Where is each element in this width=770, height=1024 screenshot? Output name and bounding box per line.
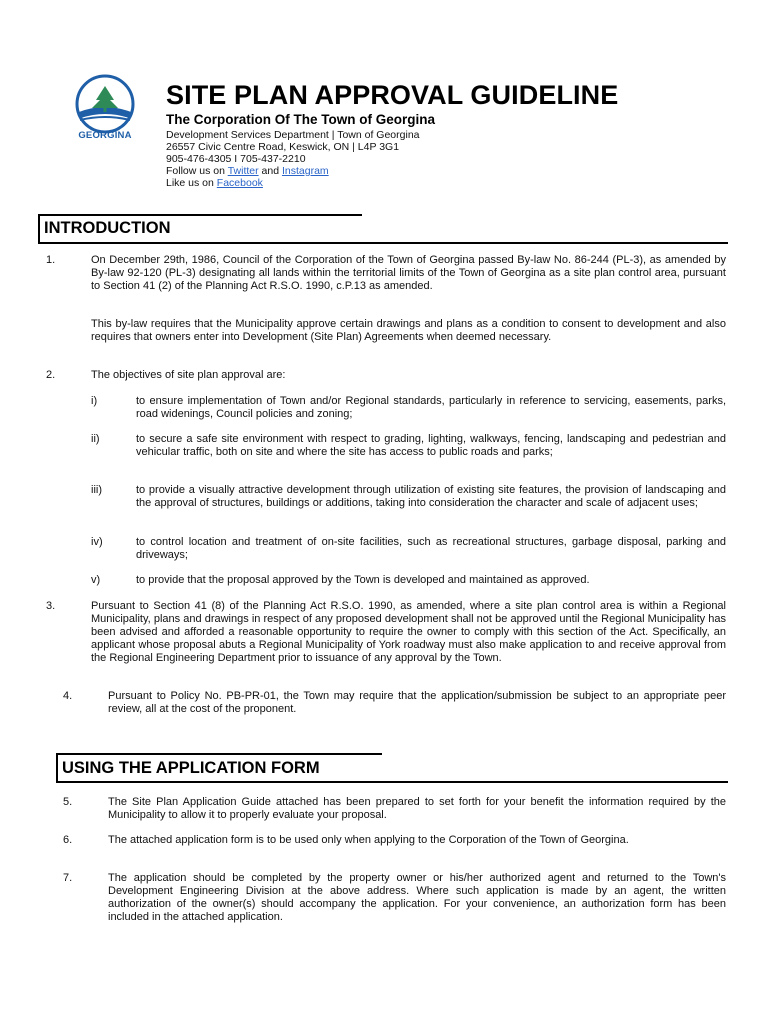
item-number: 1. <box>46 254 56 266</box>
objective-text: to ensure implementation of Town and/or Regional standards, particularly in reference to servicing, easements, parks, road widenings, Council policies and zoning; <box>136 395 726 420</box>
facebook-link[interactable]: Facebook <box>216 177 263 189</box>
like-line <box>166 177 420 189</box>
instagram-link[interactable]: Instagram <box>281 165 329 177</box>
form-left-rule <box>56 753 58 781</box>
paragraph-1: On December 29th, 1986, Council of the Corporation of the Town of Georgina passed By-law No. 86-244 (PL-3), as amended by By-law 92-120 (PL-3) designating all lands within the territorial limits of the Town of Georgina as a site plan control area, pursuant to Section 41 (2) of the Planning Act R.S.O. 1990, c.P.13 as amended. <box>91 254 726 292</box>
item-number: 3. <box>46 600 56 612</box>
item-number: 4. <box>63 690 73 702</box>
form-heading: USING THE APPLICATION FORM <box>62 759 320 777</box>
paragraph-1b: This by-law requires that the Municipality approve certain drawings and plans as a condition to consent to development and also requires that owners enter into Development (Site Plan) Agreements when deemed necessary. <box>91 318 726 343</box>
item-number: 6. <box>63 834 73 846</box>
objective-number: iv) <box>91 536 103 548</box>
follow-line <box>166 165 420 177</box>
item-number: 2. <box>46 369 56 381</box>
phone-line: 905-476-4305 I 705-437-2210 <box>166 153 306 165</box>
like-prefix: Like us on <box>166 177 217 189</box>
objective-text: to provide that the proposal approved by the Town is developed and maintained as approved. <box>136 574 590 586</box>
page-title: SITE PLAN APPROVAL GUIDELINE <box>166 80 619 110</box>
paragraph-3: Pursuant to Section 41 (8) of the Planning Act R.S.O. 1990, as amended, where a site plan control area is within a Regional Municipality, plans and drawings in respect of any proposed development shall not be approved until the Regional Municipality has been advised and afforded a reasonable opportunity to require the owner to comply with this section of the Act. Specifically, an applicant whose proposal abuts a Regional Municipality of York roadway must also make application to and receive approval from the Regional Engineering Department prior to issuance of any approval by the Town. <box>91 600 726 664</box>
intro-top-rule <box>38 214 362 216</box>
paragraph-2: The objectives of site plan approval are: <box>91 369 286 381</box>
address-line: 26557 Civic Centre Road, Keswick, ON | L4P 3G1 <box>166 141 400 153</box>
intro-heading: INTRODUCTION <box>44 219 171 237</box>
objective-text: to provide a visually attractive development through utilization of existing site features, the provision of landscaping and the approval of structures, buildings or additions, taking into consideration the character and scale of adjacent uses; <box>136 484 726 509</box>
item-number: 5. <box>63 796 73 808</box>
intro-left-rule <box>38 214 40 242</box>
objective-number: ii) <box>91 433 100 445</box>
item-number: 7. <box>63 872 73 884</box>
objective-text: to secure a safe site environment with respect to grading, lighting, walkways, fencing, landscaping and pedestrian and vehicular traffic, both on site and where the site has access to public roads and parks; <box>136 433 726 458</box>
twitter-link[interactable]: Twitter <box>227 165 259 177</box>
follow-prefix: Follow us on <box>166 165 228 177</box>
form-top-rule <box>56 753 382 755</box>
form-bottom-rule <box>56 781 728 783</box>
page-subtitle: The Corporation Of The Town of Georgina <box>166 112 435 127</box>
paragraph-4: Pursuant to Policy No. PB-PR-01, the Town may require that the application/submission be subject to an appropriate peer review, all at the cost of the proponent. <box>108 690 726 715</box>
follow-and: and <box>258 165 282 177</box>
paragraph-7: The application should be completed by the property owner or his/her authorized agent and returned to the Town's Development Engineering Division at the above address. Where such application is made by an agent, the written authorization of the owner(s) should accompany the application. For your convenience, an authorization form has been included in the attached application. <box>108 872 726 923</box>
logo-text: GEORGINA <box>78 130 132 141</box>
intro-bottom-rule <box>38 242 728 244</box>
objective-number: iii) <box>91 484 102 496</box>
objective-text: to control location and treatment of on-site facilities, such as recreational structures, garbage disposal, parking and driveways; <box>136 536 726 561</box>
paragraph-5: The Site Plan Application Guide attached has been prepared to set forth for your benefit the information required by the Municipality to allow it to properly evaluate your proposal. <box>108 796 726 821</box>
objective-number: v) <box>91 574 101 586</box>
paragraph-6: The attached application form is to be used only when applying to the Corporation of the Town of Georgina. <box>108 834 629 846</box>
department-line: Development Services Department | Town of Georgina <box>166 129 420 141</box>
contact-block <box>166 129 420 189</box>
objective-number: i) <box>91 395 98 407</box>
